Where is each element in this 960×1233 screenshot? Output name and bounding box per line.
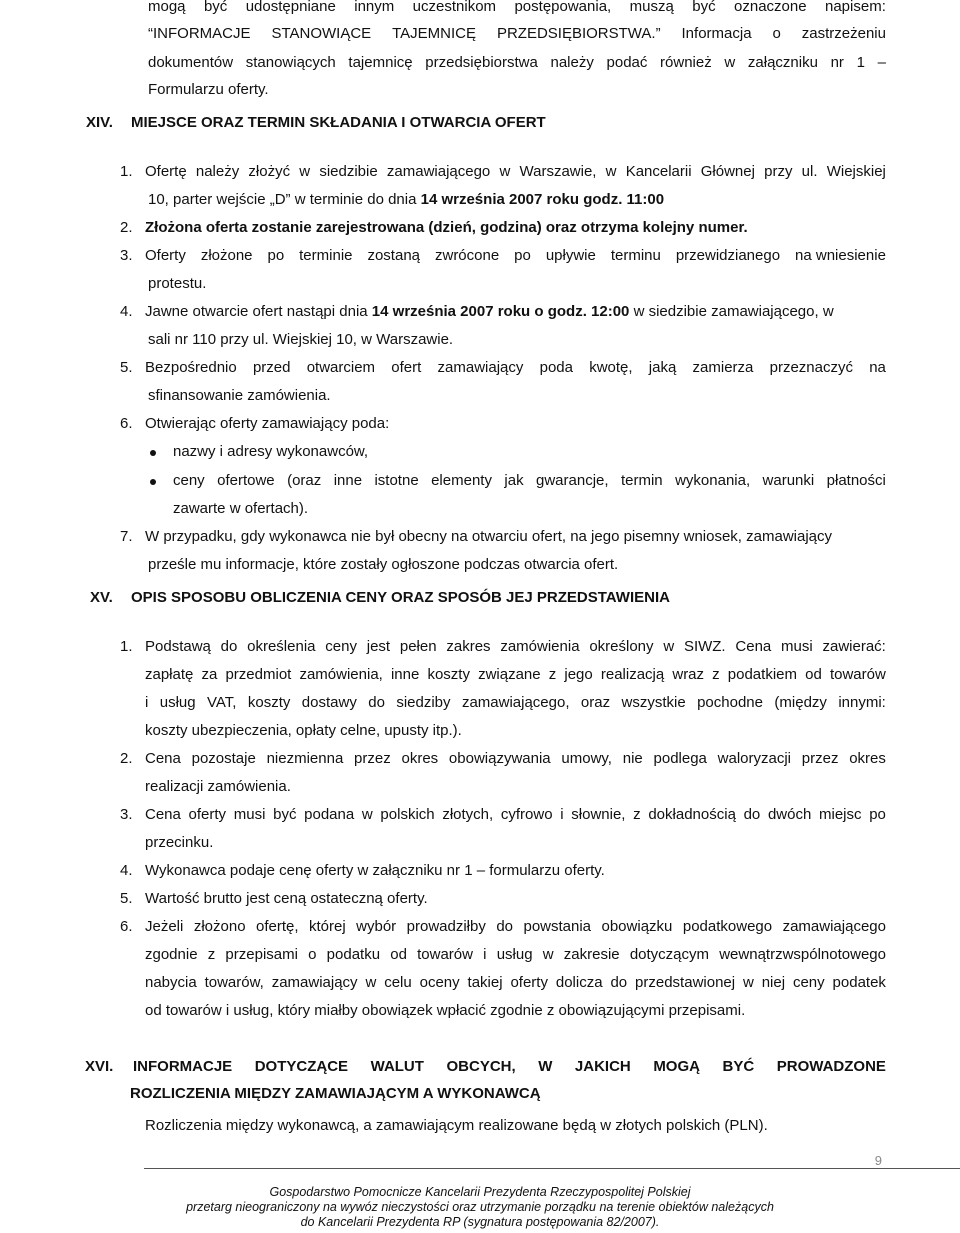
word: obowiązywania bbox=[448, 750, 551, 767]
section-xvi-title-line-1 bbox=[133, 1058, 886, 1076]
word: w bbox=[499, 163, 511, 180]
word: płatności bbox=[826, 472, 886, 489]
word: zgodnie bbox=[145, 946, 198, 963]
section-xvi-number: XVI. bbox=[85, 1058, 114, 1075]
word: BYĆ bbox=[722, 1058, 755, 1075]
word: i bbox=[145, 694, 149, 711]
word: z bbox=[712, 666, 720, 683]
section-xvi-text: Rozliczenia między wykonawcą, a zamawiającym realizowane będą w złotych polskich (PLN). bbox=[145, 1117, 768, 1134]
word: Podstawą bbox=[145, 638, 211, 655]
xv-item-3-line-1 bbox=[145, 806, 886, 824]
xiv-item-3-line-1 bbox=[145, 247, 886, 265]
word: wewnątrzwspólnotowego bbox=[719, 946, 886, 963]
word: podatkowego bbox=[682, 918, 773, 935]
word: usług bbox=[496, 946, 533, 963]
intro-line-1 bbox=[148, 0, 886, 16]
word: zamówienia bbox=[500, 638, 580, 655]
word: przeznaczyć bbox=[769, 359, 853, 376]
xv-item-1-line-1 bbox=[145, 638, 886, 656]
word: podlega bbox=[653, 750, 707, 767]
word: o bbox=[308, 946, 317, 963]
word: wykonania, bbox=[675, 472, 751, 489]
xv-item-6-number: 6. bbox=[120, 918, 133, 935]
xiv-item-2-text: Złożona oferta zostanie zarejestrowana (dzień, godzina) oraz otrzyma kolejny numer. bbox=[145, 219, 748, 236]
word: INFORMACJE bbox=[133, 1058, 233, 1075]
word: z bbox=[548, 666, 557, 683]
xiv-bullet-2-line-1 bbox=[173, 472, 886, 490]
word: po bbox=[514, 247, 531, 264]
word: elementy bbox=[431, 472, 492, 489]
word: terminu bbox=[610, 247, 661, 264]
word: zawierać: bbox=[822, 638, 886, 655]
word: w bbox=[742, 974, 754, 991]
word: dotyczącym bbox=[629, 946, 710, 963]
word: otwarciem bbox=[306, 359, 376, 376]
word: miejsc bbox=[819, 806, 862, 823]
word: przez bbox=[354, 750, 391, 767]
word: podatkiem bbox=[727, 666, 797, 683]
xiv-item-6-number: 6. bbox=[120, 415, 133, 432]
word: zamierza bbox=[692, 359, 754, 376]
word: do bbox=[743, 806, 761, 823]
word: przedsiębiorstwa bbox=[425, 54, 538, 71]
word: inne bbox=[390, 666, 420, 683]
intro-line-3 bbox=[148, 54, 886, 72]
word: JAKICH bbox=[574, 1058, 631, 1075]
word: zostaną bbox=[367, 247, 421, 264]
xiv-bullet-2-line-2: zawarte w ofertach). bbox=[173, 500, 309, 517]
word: upływie bbox=[545, 247, 596, 264]
word: jaką bbox=[648, 359, 677, 376]
word: kwotę, bbox=[589, 359, 633, 376]
word: Cena bbox=[735, 638, 772, 655]
xiv-item-4-line-1: Jawne otwarcie ofert nastąpi dnia 14 września 2007 roku o godz. 12:00 w siedzibie zamawiającego, w bbox=[145, 303, 834, 320]
xiv-item-4-number: 4. bbox=[120, 303, 133, 320]
xv-item-1-line-4: koszty ubezpieczenia, opłaty celne, upusty itp.). bbox=[145, 722, 462, 739]
word: obowiązku bbox=[601, 918, 673, 935]
footer-line-2: przetarg nieograniczony na wywóz nieczystości oraz utrzymanie porządku na terenie obiektów należących bbox=[186, 1200, 774, 1214]
xiv-item-7-line-2: prześle mu informacje, które zostały ogłoszone podczas otwarcia ofert. bbox=[148, 556, 619, 573]
word: towarów bbox=[417, 946, 473, 963]
xiv-item-5-number: 5. bbox=[120, 359, 133, 376]
word: być bbox=[203, 0, 228, 15]
word: termin bbox=[620, 472, 663, 489]
word: nabycia bbox=[145, 974, 197, 991]
word: tajemnicę bbox=[348, 54, 413, 71]
word: złożone bbox=[200, 247, 253, 264]
word: złożyć bbox=[248, 163, 291, 180]
word: Cena bbox=[145, 806, 181, 823]
section-xiv-number: XIV. bbox=[86, 114, 113, 131]
xv-item-4-text: Wykonawca podaje cenę oferty w załączniku nr 1 – formularzu oferty. bbox=[145, 862, 605, 879]
word: od bbox=[805, 666, 822, 683]
word: być bbox=[273, 806, 297, 823]
word: siedziby bbox=[396, 694, 451, 711]
word: o bbox=[772, 25, 781, 42]
footer-line-1: Gospodarstwo Pomocnicze Kancelarii Prezydenta Rzeczypospolitej Polskiej bbox=[269, 1185, 691, 1199]
word: pozostaje bbox=[191, 750, 256, 767]
word: ceny bbox=[792, 974, 825, 991]
word: po bbox=[869, 806, 886, 823]
word: VAT, bbox=[207, 694, 237, 711]
word: ofert bbox=[391, 359, 422, 376]
word: oferty bbox=[510, 974, 548, 991]
xv-item-1-line-2 bbox=[145, 666, 886, 684]
word: zakresie bbox=[563, 946, 620, 963]
word: przedstawionej bbox=[635, 974, 736, 991]
xiv-item-1-line-2: 10, parter wejście „D” w terminie do dnia 14 września 2007 roku godz. 11:00 bbox=[148, 191, 665, 208]
word: określenia bbox=[247, 638, 316, 655]
word: i bbox=[560, 806, 564, 823]
word: podana bbox=[304, 806, 355, 823]
word: wszystkie bbox=[621, 694, 686, 711]
word: przed bbox=[252, 359, 291, 376]
word: – bbox=[877, 54, 886, 71]
word: w bbox=[663, 638, 675, 655]
word: Bezpośrednio bbox=[145, 359, 237, 376]
word: takiej bbox=[467, 974, 503, 991]
xiv-item-3-number: 3. bbox=[120, 247, 133, 264]
word: podać bbox=[606, 54, 648, 71]
word: ofertowe bbox=[217, 472, 275, 489]
word: MOGĄ bbox=[653, 1058, 700, 1075]
word: słownie, bbox=[571, 806, 626, 823]
word: przedmiot bbox=[225, 666, 292, 683]
xiv-item-3-line-2: protestu. bbox=[148, 275, 207, 292]
word: uczestnikom bbox=[412, 0, 497, 15]
word: dolicza bbox=[555, 974, 603, 991]
word: poda bbox=[539, 359, 573, 376]
word: postępowania, bbox=[514, 0, 612, 15]
xv-item-2-line-1 bbox=[145, 750, 886, 768]
word: “INFORMACJE bbox=[148, 25, 251, 42]
word: Głównej bbox=[700, 163, 755, 180]
word: SIWZ. bbox=[683, 638, 726, 655]
word: w bbox=[542, 946, 554, 963]
word: PROWADZONE bbox=[776, 1058, 886, 1075]
word: jest bbox=[366, 638, 391, 655]
word: w bbox=[299, 163, 311, 180]
xiv-item-5-line-1 bbox=[145, 359, 886, 377]
xiv-bullet-1: nazwy i adresy wykonawców, bbox=[173, 443, 369, 460]
section-xvi-title-line-2: ROZLICZENIA MIĘDZY ZAMAWIAJĄCYM A WYKONAWCĄ bbox=[130, 1085, 541, 1102]
word: zamawiający bbox=[271, 974, 358, 991]
word: inne bbox=[333, 472, 363, 489]
word: waloryzacji bbox=[717, 750, 792, 767]
word: jak bbox=[504, 472, 524, 489]
xv-item-6-line-1 bbox=[145, 918, 886, 936]
word: koszty bbox=[247, 694, 291, 711]
word: dokładnością bbox=[648, 806, 736, 823]
word: z bbox=[633, 806, 641, 823]
word: Ofertę bbox=[145, 163, 187, 180]
word: terminie bbox=[299, 247, 353, 264]
word: za bbox=[201, 666, 218, 683]
word: związane bbox=[478, 666, 541, 683]
word: zapłatę bbox=[145, 666, 194, 683]
word: warunki bbox=[762, 472, 815, 489]
word: zastrzeżeniu bbox=[801, 25, 886, 42]
word: Cena bbox=[145, 750, 181, 767]
word: należy bbox=[550, 54, 594, 71]
word: należy bbox=[195, 163, 240, 180]
xv-item-4-number: 4. bbox=[120, 862, 133, 879]
xv-item-2-number: 2. bbox=[120, 750, 133, 767]
word: niezmienna bbox=[266, 750, 344, 767]
word: podatku bbox=[326, 946, 381, 963]
word: (między bbox=[774, 694, 827, 711]
word: Informacja bbox=[681, 25, 752, 42]
word: przez bbox=[801, 750, 839, 767]
word: podatek bbox=[832, 974, 886, 991]
word: istotne bbox=[374, 472, 419, 489]
word: zamawiający bbox=[437, 359, 524, 376]
xiv-item-1-number: 1. bbox=[120, 163, 133, 180]
word: udostępniane bbox=[245, 0, 336, 15]
word: 1 bbox=[856, 54, 865, 71]
bullet-icon bbox=[150, 450, 156, 456]
word: OBCYCH, bbox=[446, 1058, 516, 1075]
word: zamawiającego bbox=[782, 918, 886, 935]
footer-divider bbox=[144, 1168, 960, 1169]
word: zwrócone bbox=[434, 247, 500, 264]
word: w bbox=[605, 163, 617, 180]
section-xiv-title: MIEJSCE ORAZ TERMIN SKŁADANIA I OTWARCIA OFERT bbox=[131, 114, 546, 131]
xv-item-5-number: 5. bbox=[120, 890, 133, 907]
word: oceny bbox=[419, 974, 460, 991]
word: cyfrowo bbox=[500, 806, 553, 823]
word: innym bbox=[354, 0, 395, 15]
word: umowy, bbox=[561, 750, 612, 767]
word: przepisami bbox=[225, 946, 298, 963]
intro-line-2 bbox=[148, 25, 886, 43]
word: na bbox=[869, 359, 886, 376]
word: Oferty bbox=[145, 247, 186, 264]
word: Jeżeli bbox=[145, 918, 184, 935]
word: STANOWIĄCE bbox=[271, 25, 372, 42]
word: od bbox=[390, 946, 407, 963]
word: ofertę, bbox=[256, 918, 299, 935]
word: oraz bbox=[580, 694, 611, 711]
word: przy bbox=[764, 163, 793, 180]
word: nr bbox=[830, 54, 844, 71]
word: w bbox=[361, 806, 373, 823]
xv-item-1-number: 1. bbox=[120, 638, 133, 655]
word: na wniesienie bbox=[795, 247, 886, 264]
xv-item-6-line-2 bbox=[145, 946, 886, 964]
word: Kancelarii bbox=[625, 163, 692, 180]
word: wybór bbox=[356, 918, 397, 935]
word: w bbox=[724, 54, 736, 71]
word: wraz bbox=[672, 666, 705, 683]
word: do bbox=[496, 918, 514, 935]
word: zamawiającego bbox=[386, 163, 491, 180]
xv-item-6-line-3 bbox=[145, 974, 886, 992]
word: (oraz bbox=[287, 472, 322, 489]
section-xv-title: OPIS SPOSOBU OBLICZENIA CENY ORAZ SPOSÓB JEJ PRZEDSTAWIENIA bbox=[131, 589, 670, 606]
word: zamawiającego, bbox=[461, 694, 570, 711]
intro-line-4: Formularzu oferty. bbox=[148, 81, 269, 98]
word: prowadziłby bbox=[406, 918, 486, 935]
word: Wiejskiej bbox=[826, 163, 886, 180]
word: DOTYCZĄCE bbox=[254, 1058, 349, 1075]
xv-item-3-number: 3. bbox=[120, 806, 133, 823]
word: muszą bbox=[629, 0, 674, 15]
word: innymi: bbox=[838, 694, 886, 711]
word: do bbox=[610, 974, 628, 991]
word: celu bbox=[384, 974, 412, 991]
word: powstania bbox=[523, 918, 592, 935]
word: nie bbox=[622, 750, 643, 767]
word: również bbox=[660, 54, 712, 71]
word: oferty bbox=[188, 806, 227, 823]
word: złożono bbox=[193, 918, 246, 935]
word: siedzibie bbox=[319, 163, 378, 180]
word: dostawy bbox=[301, 694, 357, 711]
word: do bbox=[220, 638, 238, 655]
word: do bbox=[368, 694, 385, 711]
word: koszty bbox=[427, 666, 470, 683]
xiv-item-5-line-2: sfinansowanie zamówienia. bbox=[148, 387, 331, 404]
word: usług bbox=[159, 694, 196, 711]
word: ul. bbox=[801, 163, 818, 180]
word: musi bbox=[781, 638, 813, 655]
word: pochodne bbox=[697, 694, 763, 711]
word: po bbox=[267, 247, 285, 264]
section-xv-number: XV. bbox=[90, 589, 113, 606]
word: musi bbox=[233, 806, 266, 823]
word: gwarancje, bbox=[536, 472, 609, 489]
footer-line-3: do Kancelarii Prezydenta RP (sygnatura postępowania 82/2007). bbox=[300, 1215, 660, 1229]
xiv-item-7-line-1: W przypadku, gdy wykonawca nie był obecny na otwarciu ofert, na jego pisemny wniosek, zamawiający bbox=[145, 528, 832, 545]
word: okres bbox=[849, 750, 886, 767]
word: zamówienia, bbox=[299, 666, 383, 683]
xiv-item-6-text: Otwierając oferty zamawiający poda: bbox=[145, 415, 390, 432]
word: w bbox=[365, 974, 377, 991]
word: PRZEDSIĘBIORSTWA.” bbox=[496, 25, 661, 42]
word: towarów, bbox=[204, 974, 264, 991]
word: dokumentów bbox=[148, 54, 234, 71]
xiv-item-7-number: 7. bbox=[120, 528, 133, 545]
word: zakres bbox=[446, 638, 491, 655]
word: i bbox=[483, 946, 487, 963]
bullet-icon bbox=[150, 479, 156, 485]
xiv-item-4-line-2: sali nr 110 przy ul. Wiejskiej 10, w Warszawie. bbox=[148, 331, 454, 348]
word: napisem: bbox=[825, 0, 886, 15]
word: towarów bbox=[829, 666, 886, 683]
word: polskich bbox=[380, 806, 435, 823]
word: ceny bbox=[173, 472, 205, 489]
word: Warszawie, bbox=[519, 163, 597, 180]
word: przewidzianego bbox=[675, 247, 781, 264]
xv-item-3-line-2: przecinku. bbox=[145, 834, 214, 851]
word: oznaczone bbox=[734, 0, 807, 15]
word: jego bbox=[564, 666, 593, 683]
page-number: 9 bbox=[874, 1153, 882, 1168]
word: której bbox=[309, 918, 346, 935]
word: być bbox=[692, 0, 716, 15]
xv-item-5-text: Wartość brutto jest ceną ostateczną oferty. bbox=[145, 890, 428, 907]
word: złotych, bbox=[442, 806, 494, 823]
word: okres bbox=[401, 750, 439, 767]
word: z bbox=[207, 946, 216, 963]
word: stanowiących bbox=[245, 54, 336, 71]
word: załączniku bbox=[747, 54, 818, 71]
word: TAJEMNICĘ bbox=[392, 25, 477, 42]
xiv-item-2-number: 2. bbox=[120, 219, 133, 236]
word: realizacją bbox=[600, 666, 665, 683]
word: pełen bbox=[399, 638, 437, 655]
word: niej bbox=[761, 974, 786, 991]
word: mogą bbox=[148, 0, 186, 15]
xiv-item-1-line-1 bbox=[145, 163, 886, 181]
word: WALUT bbox=[370, 1058, 424, 1075]
word: dwóch bbox=[767, 806, 812, 823]
word: W bbox=[538, 1058, 553, 1075]
word: określony bbox=[589, 638, 654, 655]
xv-item-6-line-4: od towarów i usług, który miałby obowiązek wpłacić zgodnie z obowiązującymi przepisami. bbox=[145, 1002, 746, 1019]
word: ceny bbox=[325, 638, 357, 655]
xv-item-2-line-2: realizacji zamówienia. bbox=[145, 778, 291, 795]
xv-item-1-line-3 bbox=[145, 694, 886, 712]
